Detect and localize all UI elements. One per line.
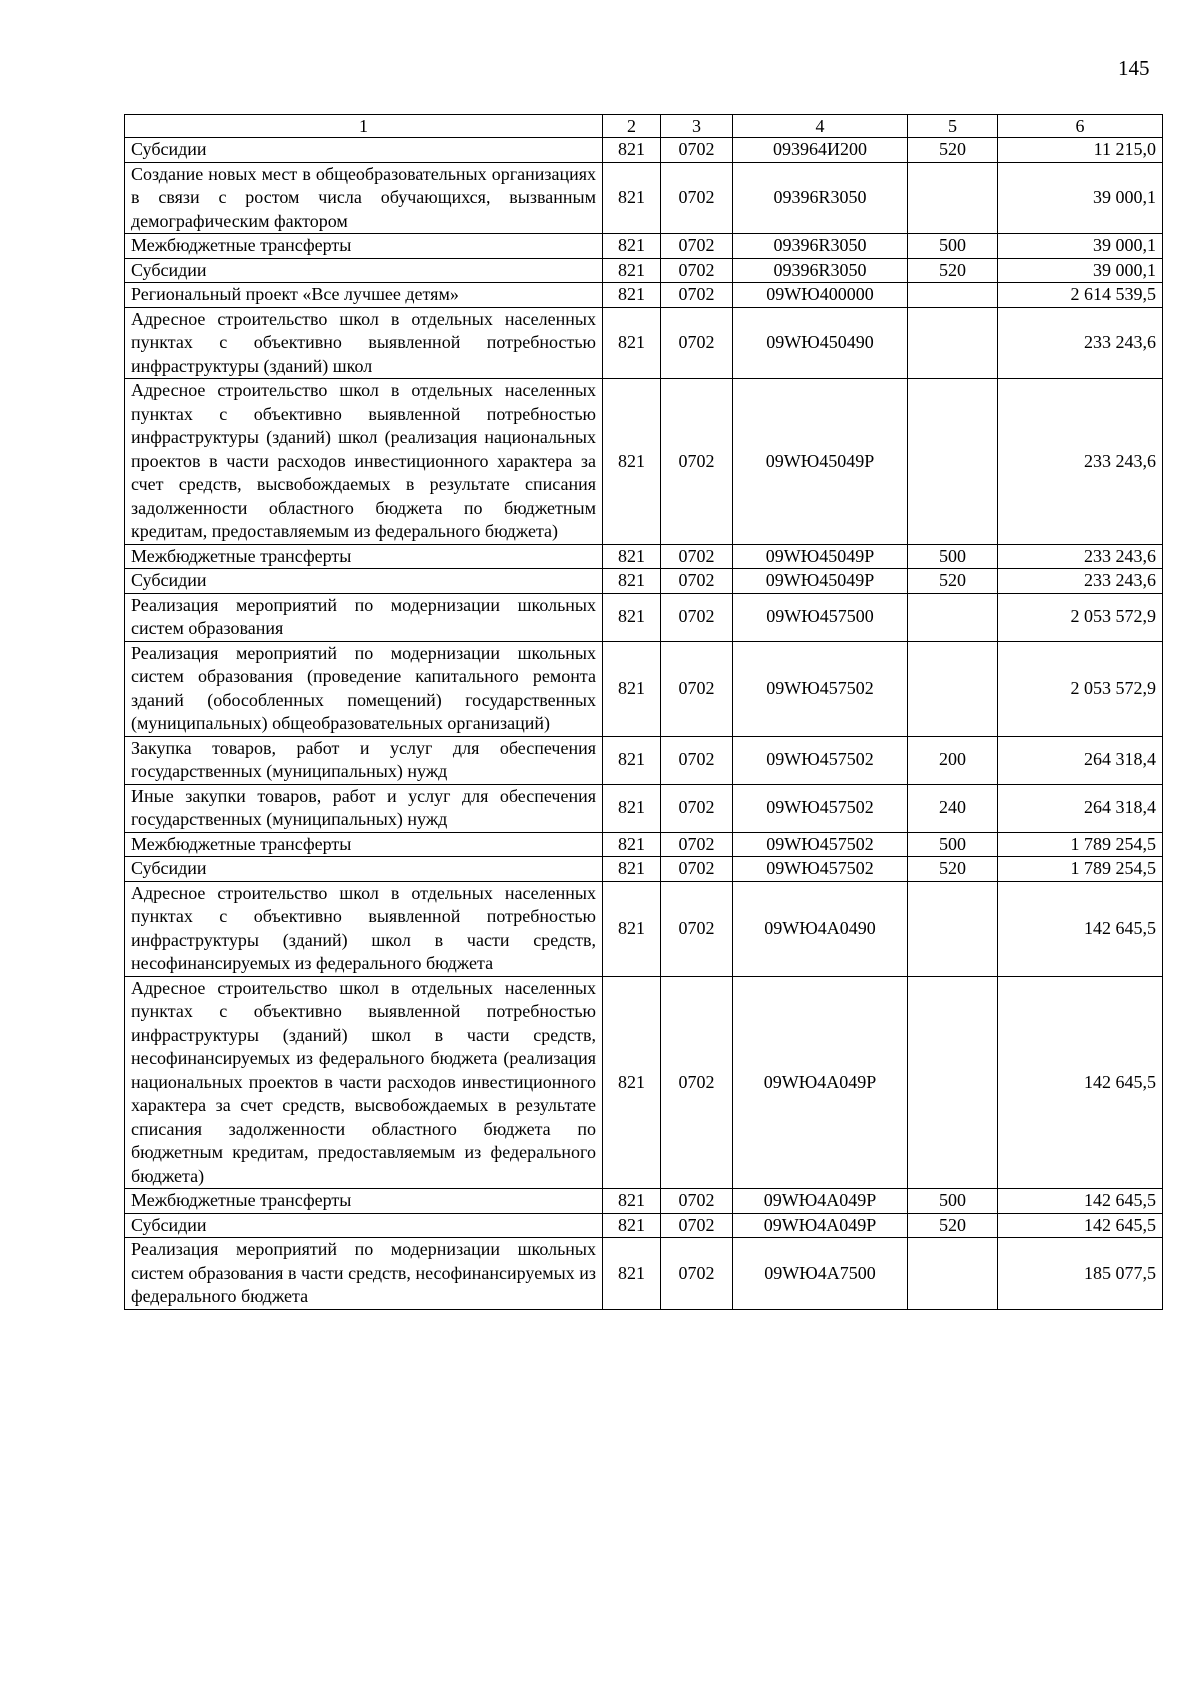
row-section-cell: 0702	[661, 379, 733, 545]
row-target-article-cell: 09WЮ457502	[733, 857, 908, 882]
row-target-article-cell: 093964И200	[733, 138, 908, 163]
header-col-5: 5	[908, 115, 998, 138]
row-ved-cell: 821	[603, 234, 661, 259]
row-amount-cell: 142 645,5	[998, 1189, 1163, 1214]
row-expense-type-cell: 520	[908, 1213, 998, 1238]
row-target-article-cell: 09WЮ4А049Р	[733, 1189, 908, 1214]
row-ved-cell: 821	[603, 784, 661, 832]
table-row	[125, 593, 1163, 641]
row-expense-type-cell	[908, 593, 998, 641]
row-target-article-cell: 09WЮ457502	[733, 736, 908, 784]
row-amount-cell: 2 053 572,9	[998, 641, 1163, 736]
row-expense-type-cell	[908, 881, 998, 976]
row-target-article-cell: 09WЮ45049Р	[733, 569, 908, 594]
row-amount-cell: 2 614 539,5	[998, 283, 1163, 308]
row-ved-cell: 821	[603, 1189, 661, 1214]
row-ved-cell: 821	[603, 641, 661, 736]
row-amount-cell: 2 053 572,9	[998, 593, 1163, 641]
row-amount-cell: 11 215,0	[998, 138, 1163, 163]
row-name-cell: Межбюджетные трансферты	[125, 544, 603, 569]
table-row	[125, 162, 1163, 234]
row-target-article-cell: 09WЮ4А049Р	[733, 976, 908, 1189]
row-name-cell: Адресное строительство школ в отдельных населенных пунктах с объективно выявленной потребностью инфраструктуры (зданий) школ в части средств, несофинансируемых из федерального бюджета	[125, 881, 603, 976]
row-amount-cell: 233 243,6	[998, 569, 1163, 594]
row-ved-cell: 821	[603, 258, 661, 283]
header-col-3: 3	[661, 115, 733, 138]
row-section-cell: 0702	[661, 736, 733, 784]
row-section-cell: 0702	[661, 138, 733, 163]
row-expense-type-cell: 240	[908, 784, 998, 832]
row-expense-type-cell	[908, 641, 998, 736]
row-amount-cell: 1 789 254,5	[998, 832, 1163, 857]
row-expense-type-cell: 520	[908, 569, 998, 594]
row-target-article-cell: 09WЮ450490	[733, 307, 908, 379]
row-ved-cell: 821	[603, 593, 661, 641]
row-section-cell: 0702	[661, 283, 733, 308]
row-expense-type-cell: 520	[908, 857, 998, 882]
row-ved-cell: 821	[603, 283, 661, 308]
row-ved-cell: 821	[603, 736, 661, 784]
row-expense-type-cell: 500	[908, 832, 998, 857]
row-name-cell: Субсидии	[125, 857, 603, 882]
row-amount-cell: 39 000,1	[998, 234, 1163, 259]
row-section-cell: 0702	[661, 544, 733, 569]
row-section-cell: 0702	[661, 857, 733, 882]
row-name-cell: Реализация мероприятий по модернизации школьных систем образования	[125, 593, 603, 641]
row-amount-cell: 142 645,5	[998, 976, 1163, 1189]
table-row	[125, 307, 1163, 379]
table-row	[125, 234, 1163, 259]
table-row	[125, 832, 1163, 857]
row-amount-cell: 185 077,5	[998, 1238, 1163, 1310]
row-ved-cell: 821	[603, 162, 661, 234]
row-name-cell: Межбюджетные трансферты	[125, 234, 603, 259]
table-row	[125, 1189, 1163, 1214]
row-target-article-cell: 09WЮ45049Р	[733, 379, 908, 545]
header-col-2: 2	[603, 115, 661, 138]
row-ved-cell: 821	[603, 881, 661, 976]
row-section-cell: 0702	[661, 569, 733, 594]
row-ved-cell: 821	[603, 832, 661, 857]
row-expense-type-cell: 500	[908, 1189, 998, 1214]
table-row	[125, 258, 1163, 283]
row-expense-type-cell: 500	[908, 234, 998, 259]
row-target-article-cell: 09WЮ457500	[733, 593, 908, 641]
row-section-cell: 0702	[661, 1238, 733, 1310]
table-row	[125, 1238, 1163, 1310]
row-expense-type-cell	[908, 379, 998, 545]
table-row	[125, 641, 1163, 736]
row-name-cell: Адресное строительство школ в отдельных населенных пунктах с объективно выявленной потребностью инфраструктуры (зданий) школ в части средств, несофинансируемых из федерального бюджета (реализация национальных проектов в части расходов инвестиционного характера за счет средств, высвобождаемых в результате списания задолженности областного бюджета по бюджетным кредитам, предоставляемым из федерального бюджета)	[125, 976, 603, 1189]
table-row	[125, 569, 1163, 594]
budget-table	[124, 114, 1163, 1310]
row-amount-cell: 39 000,1	[998, 162, 1163, 234]
row-name-cell: Межбюджетные трансферты	[125, 832, 603, 857]
row-name-cell: Реализация мероприятий по модернизации школьных систем образования в части средств, несофинансируемых из федерального бюджета	[125, 1238, 603, 1310]
row-expense-type-cell	[908, 976, 998, 1189]
row-name-cell: Межбюджетные трансферты	[125, 1189, 603, 1214]
row-name-cell: Субсидии	[125, 569, 603, 594]
row-section-cell: 0702	[661, 162, 733, 234]
row-ved-cell: 821	[603, 1238, 661, 1310]
table-body	[125, 138, 1163, 1310]
row-amount-cell: 233 243,6	[998, 379, 1163, 545]
table-row	[125, 881, 1163, 976]
row-amount-cell: 142 645,5	[998, 1213, 1163, 1238]
row-ved-cell: 821	[603, 307, 661, 379]
table-row	[125, 544, 1163, 569]
row-section-cell: 0702	[661, 307, 733, 379]
row-name-cell: Закупка товаров, работ и услуг для обеспечения государственных (муниципальных) нужд	[125, 736, 603, 784]
table-row	[125, 857, 1163, 882]
row-ved-cell: 821	[603, 569, 661, 594]
page-number: 145	[1118, 56, 1150, 80]
row-target-article-cell: 09396R3050	[733, 234, 908, 259]
row-amount-cell: 264 318,4	[998, 736, 1163, 784]
table-row	[125, 138, 1163, 163]
header-col-4: 4	[733, 115, 908, 138]
row-expense-type-cell	[908, 1238, 998, 1310]
row-expense-type-cell: 200	[908, 736, 998, 784]
row-name-cell: Иные закупки товаров, работ и услуг для обеспечения государственных (муниципальных) нужд	[125, 784, 603, 832]
row-name-cell: Создание новых мест в общеобразовательных организациях в связи с ростом числа обучающихся, вызванным демографическим фактором	[125, 162, 603, 234]
row-expense-type-cell	[908, 283, 998, 308]
table-row	[125, 283, 1163, 308]
row-section-cell: 0702	[661, 976, 733, 1189]
row-amount-cell: 39 000,1	[998, 258, 1163, 283]
row-name-cell: Региональный проект «Все лучшее детям»	[125, 283, 603, 308]
row-target-article-cell: 09WЮ45049Р	[733, 544, 908, 569]
row-amount-cell: 264 318,4	[998, 784, 1163, 832]
row-ved-cell: 821	[603, 138, 661, 163]
row-section-cell: 0702	[661, 832, 733, 857]
row-section-cell: 0702	[661, 593, 733, 641]
row-name-cell: Реализация мероприятий по модернизации школьных систем образования (проведение капитального ремонта зданий (обособленных помещений) государственных (муниципальных) общеобразовательных организаций)	[125, 641, 603, 736]
header-row	[125, 115, 1163, 138]
row-section-cell: 0702	[661, 784, 733, 832]
row-section-cell: 0702	[661, 258, 733, 283]
row-ved-cell: 821	[603, 976, 661, 1189]
row-ved-cell: 821	[603, 544, 661, 569]
row-amount-cell: 142 645,5	[998, 881, 1163, 976]
row-ved-cell: 821	[603, 1213, 661, 1238]
row-name-cell: Субсидии	[125, 1213, 603, 1238]
row-section-cell: 0702	[661, 881, 733, 976]
row-section-cell: 0702	[661, 641, 733, 736]
row-expense-type-cell: 520	[908, 258, 998, 283]
table-header	[125, 115, 1163, 138]
row-name-cell: Субсидии	[125, 258, 603, 283]
row-section-cell: 0702	[661, 1213, 733, 1238]
row-amount-cell: 233 243,6	[998, 544, 1163, 569]
row-amount-cell: 233 243,6	[998, 307, 1163, 379]
row-section-cell: 0702	[661, 234, 733, 259]
row-ved-cell: 821	[603, 857, 661, 882]
table-row	[125, 976, 1163, 1189]
table-row	[125, 1213, 1163, 1238]
row-target-article-cell: 09WЮ4А7500	[733, 1238, 908, 1310]
row-target-article-cell: 09WЮ457502	[733, 641, 908, 736]
header-col-6: 6	[998, 115, 1163, 138]
row-section-cell: 0702	[661, 1189, 733, 1214]
row-target-article-cell: 09WЮ457502	[733, 784, 908, 832]
header-col-1: 1	[125, 115, 603, 138]
row-target-article-cell: 09WЮ400000	[733, 283, 908, 308]
row-expense-type-cell	[908, 307, 998, 379]
row-name-cell: Адресное строительство школ в отдельных населенных пунктах с объективно выявленной потребностью инфраструктуры (зданий) школ (реализация национальных проектов в части расходов инвестиционного характера за счет средств, высвобождаемых в результате списания задолженности областного бюджета по бюджетным кредитам, предоставляемым из федерального бюджета)	[125, 379, 603, 545]
row-name-cell: Субсидии	[125, 138, 603, 163]
row-target-article-cell: 09WЮ457502	[733, 832, 908, 857]
table-row	[125, 379, 1163, 545]
table-row	[125, 736, 1163, 784]
row-target-article-cell: 09WЮ4А049Р	[733, 1213, 908, 1238]
row-ved-cell: 821	[603, 379, 661, 545]
row-name-cell: Адресное строительство школ в отдельных населенных пунктах с объективно выявленной потребностью инфраструктуры (зданий) школ	[125, 307, 603, 379]
row-expense-type-cell	[908, 162, 998, 234]
row-target-article-cell: 09WЮ4А0490	[733, 881, 908, 976]
row-target-article-cell: 09396R3050	[733, 162, 908, 234]
row-target-article-cell: 09396R3050	[733, 258, 908, 283]
row-expense-type-cell: 500	[908, 544, 998, 569]
row-amount-cell: 1 789 254,5	[998, 857, 1163, 882]
table-row	[125, 784, 1163, 832]
row-expense-type-cell: 520	[908, 138, 998, 163]
